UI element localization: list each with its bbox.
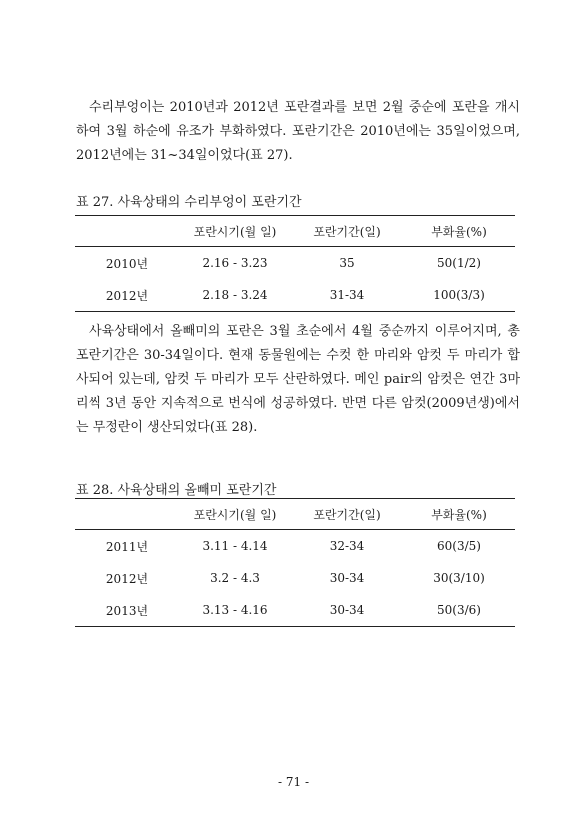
duration-cell: 32-34 [329,539,365,553]
page-number: - 71 - [277,775,309,789]
period-cell: 2.16 - 3.23 [202,256,268,270]
table-row [75,247,515,280]
hatch-rate-cell: 60(3/5) [437,539,481,553]
table-27-caption: 표 27. 사육상태의 수리부엉이 포란기간 [76,195,302,210]
paragraph-1-text: 수리부엉이는 2010년과 2012년 포란결과를 보면 2월 중순에 포란을 개시하여 3월 하순에 유조가 부화하였다. 포란기간은 2010년에는 35일이었으며, 2012년에는 31~34일이었다(표 27). [76,100,520,163]
hatch-rate-cell: 100(3/3) [433,288,485,302]
header-cell: 부화율(%) [431,507,487,522]
period-cell: 3.11 - 4.14 [202,539,268,553]
period-cell: 3.13 - 4.16 [202,603,268,617]
table-row [75,562,515,594]
hatch-rate-cell: 30(3/10) [433,571,485,585]
paragraph-2-text: 사육상태에서 올빼미의 포란은 3월 초순에서 4월 중순까지 이루어지며, 총 포란기간은 30-34일이다. 현재 동물원에는 수컷 한 마리와 암컷 두 마리가 합사되어 있는데, 암컷 두 마리가 모두 산란하였다. 메인 pair의 암컷은 연간 3마리씩 3년 동안 지속적으로 번식에 성공하였다. 반면 다른 암컷(2009년생)에서는 무정란이 생산되었다(표 28). [76,324,520,435]
hatch-rate-cell: 50(1/2) [437,256,481,270]
table-28 [75,498,515,627]
header-cell: 부화율(%) [431,224,487,239]
header-cell: 포란시기(월 일) [193,507,277,522]
header-cell: 포란기간(일) [313,507,381,522]
duration-cell: 30-34 [329,571,365,585]
hatch-rate-cell: 50(3/6) [437,603,481,617]
table-row [75,279,515,312]
header-cell: 포란시기(월 일) [193,224,277,239]
year-cell: 2012년 [105,571,149,586]
table-row [75,594,515,627]
table-28-caption: 표 28. 사육상태의 올빼미 포란기간 [76,483,277,498]
period-cell: 3.2 - 4.3 [210,571,260,585]
header-cell [75,216,179,247]
table-header-row [75,499,515,530]
table-row [75,530,515,563]
paragraph-1 [76,96,520,168]
duration-cell: 30-34 [329,603,365,617]
duration-cell: 35 [339,256,355,270]
period-cell: 2.18 - 3.24 [202,288,268,302]
table-27 [75,215,515,312]
year-cell: 2012년 [105,288,149,303]
table-header-row [75,216,515,247]
duration-cell: 31-34 [329,288,365,302]
header-cell: 포란기간(일) [313,224,381,239]
year-cell: 2011년 [105,539,149,554]
header-cell [75,499,179,530]
year-cell: 2013년 [105,603,149,618]
paragraph-2 [76,320,520,440]
year-cell: 2010년 [105,256,149,271]
